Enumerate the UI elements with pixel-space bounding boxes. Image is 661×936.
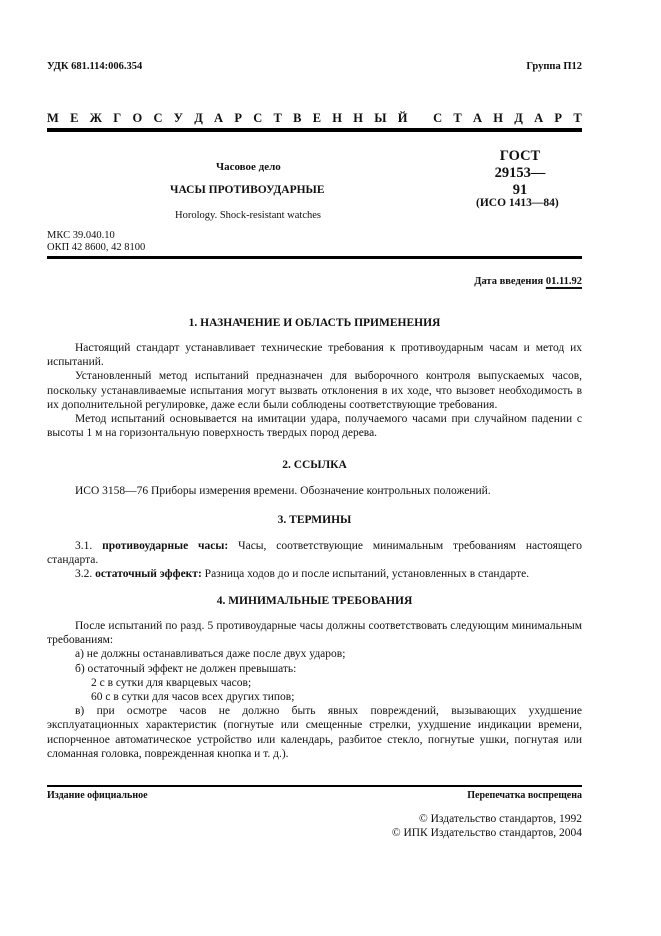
paragraph: Настоящий стандарт устанавливает технические требования к противоударным часам и метод их испытаний. bbox=[47, 342, 582, 369]
banner-letter: Н bbox=[353, 111, 363, 125]
list-subitem: 60 с в сутки для часов всех других типов; bbox=[91, 691, 295, 704]
banner-letter: М bbox=[47, 111, 59, 125]
document-topic: Часовое дело bbox=[216, 161, 281, 173]
term-item bbox=[47, 567, 582, 581]
banner-letter: Г bbox=[113, 111, 122, 125]
banner-letter: Й bbox=[397, 111, 408, 125]
banner-letter: Т bbox=[273, 111, 282, 125]
term-number: 3.2. bbox=[75, 568, 93, 581]
banner-letter: У bbox=[173, 111, 183, 125]
gost-designation bbox=[490, 148, 550, 199]
interstate-standard-banner bbox=[47, 111, 582, 126]
banner-letter: Н bbox=[493, 111, 504, 125]
banner-letter: А bbox=[473, 111, 483, 125]
banner-letter: Е bbox=[312, 111, 322, 125]
english-title: Horology. Shock-resistant watches bbox=[175, 210, 321, 221]
reprint-prohibited-label: Перепечатка воспрещена bbox=[467, 790, 582, 801]
section-2-body bbox=[47, 484, 582, 498]
gost-number: 29153—91 bbox=[494, 165, 546, 198]
banner-letter: Р bbox=[554, 111, 563, 125]
term-name: остаточный эффект: bbox=[95, 568, 202, 581]
term-definition: Часы, соответствующие минимальным требованиям настоящего стандарта. bbox=[47, 540, 583, 567]
list-item: а) не должны останавливаться даже после двух ударов; bbox=[75, 648, 346, 661]
reference-item: ИСО 3158—76 Приборы измерения времени. Обозначение контрольных положений. bbox=[75, 485, 491, 497]
banner-letter: О bbox=[132, 111, 143, 125]
section-2-heading: 2. ССЫЛКА bbox=[282, 459, 347, 471]
term-definition: Разница ходов до и после испытаний, установленных в стандарте. bbox=[204, 568, 530, 581]
banner-letter: Р bbox=[234, 111, 242, 125]
udk-code: УДК 681.114:006.354 bbox=[47, 61, 143, 72]
title-block-rule bbox=[47, 256, 582, 259]
banner-letter: Д bbox=[194, 111, 203, 125]
banner-letter: Т bbox=[573, 111, 582, 125]
gost-label: ГОСТ bbox=[499, 148, 541, 164]
banner-letter: В bbox=[293, 111, 302, 125]
mks-code: МКС 39.040.10 bbox=[47, 230, 115, 241]
date-value: 01.11.92 bbox=[545, 276, 582, 287]
okp-code: ОКП 42 8600, 42 8100 bbox=[47, 242, 146, 253]
copyright-2004: © ИПК Издательство стандартов, 2004 bbox=[391, 827, 582, 839]
paragraph: Метод испытаний основывается на имитации удара, получаемого часами при случайном падении с высоты 1 м на горизонтальную поверхность твердых пород дерева. bbox=[47, 413, 582, 440]
paragraph: Установленный метод испытаний предназначен для выборочного контроля выпускаемых часов, поскольку устанавливаемые испытания могут вызвать отклонения в их ходе, что вызовет необходимость в их дополнительной регулировке, даже если были соблюдены соответствующие требования. bbox=[47, 370, 582, 411]
introduction-date bbox=[474, 276, 582, 287]
group-code: Группа П12 bbox=[526, 61, 582, 72]
list-subitem: 2 с в сутки для кварцевых часов; bbox=[91, 676, 252, 689]
banner-letter: А bbox=[214, 111, 224, 125]
banner-letter: Н bbox=[332, 111, 343, 125]
iso-reference: (ИСО 1413—84) bbox=[476, 197, 559, 209]
section-1-body bbox=[47, 341, 582, 440]
paragraph: После испытаний по разд. 5 противоударные часы должны соответствовать следующим минимальным требованиям: bbox=[47, 620, 582, 647]
copyright-1992: © Издательство стандартов, 1992 bbox=[418, 813, 582, 825]
term-name: противоударные часы: bbox=[102, 540, 229, 552]
banner-letter: Ы bbox=[374, 111, 387, 125]
banner-letter: Д bbox=[514, 111, 523, 125]
date-label: Дата введения bbox=[474, 276, 544, 287]
footer-rule bbox=[47, 785, 582, 787]
term-item bbox=[47, 539, 582, 567]
banner-gap bbox=[419, 111, 422, 126]
banner-letter: А bbox=[534, 111, 544, 125]
document-title: ЧАСЫ ПРОТИВОУДАРНЫЕ bbox=[170, 184, 325, 196]
banner-letter: Т bbox=[453, 111, 462, 125]
banner-letter: Ж bbox=[89, 111, 103, 125]
official-edition-label: Издание официальное bbox=[47, 790, 148, 801]
section-3-body bbox=[47, 539, 582, 582]
banner-letter: С bbox=[153, 111, 163, 125]
term-number: 3.1. bbox=[75, 540, 93, 552]
section-4-body bbox=[47, 619, 582, 761]
list-item: б) остаточный эффект не должен превышать: bbox=[75, 662, 297, 675]
classification-codes bbox=[47, 230, 145, 254]
section-1-heading: 1. НАЗНАЧЕНИЕ И ОБЛАСТЬ ПРИМЕНЕНИЯ bbox=[188, 317, 441, 329]
banner-letter: С bbox=[253, 111, 263, 125]
section-3-heading: 3. ТЕРМИНЫ bbox=[277, 514, 352, 526]
banner-letter: Е bbox=[70, 111, 79, 125]
banner-letter: С bbox=[433, 111, 443, 125]
section-4-heading: 4. МИНИМАЛЬНЫЕ ТРЕБОВАНИЯ bbox=[216, 595, 413, 607]
banner-rule bbox=[47, 128, 582, 132]
list-item: в) при осмотре часов не должно быть явных повреждений, вызывающих ухудшение эксплуатационных характеристик (погнутые или смещенные стрелки, ухудшение индикации времени, испорченное автоматическое устройство или календарь, разбитое стекло, погнутые ушки, погнутая или сломанная головка, поврежденная кнопка и т. д.). bbox=[47, 705, 582, 760]
